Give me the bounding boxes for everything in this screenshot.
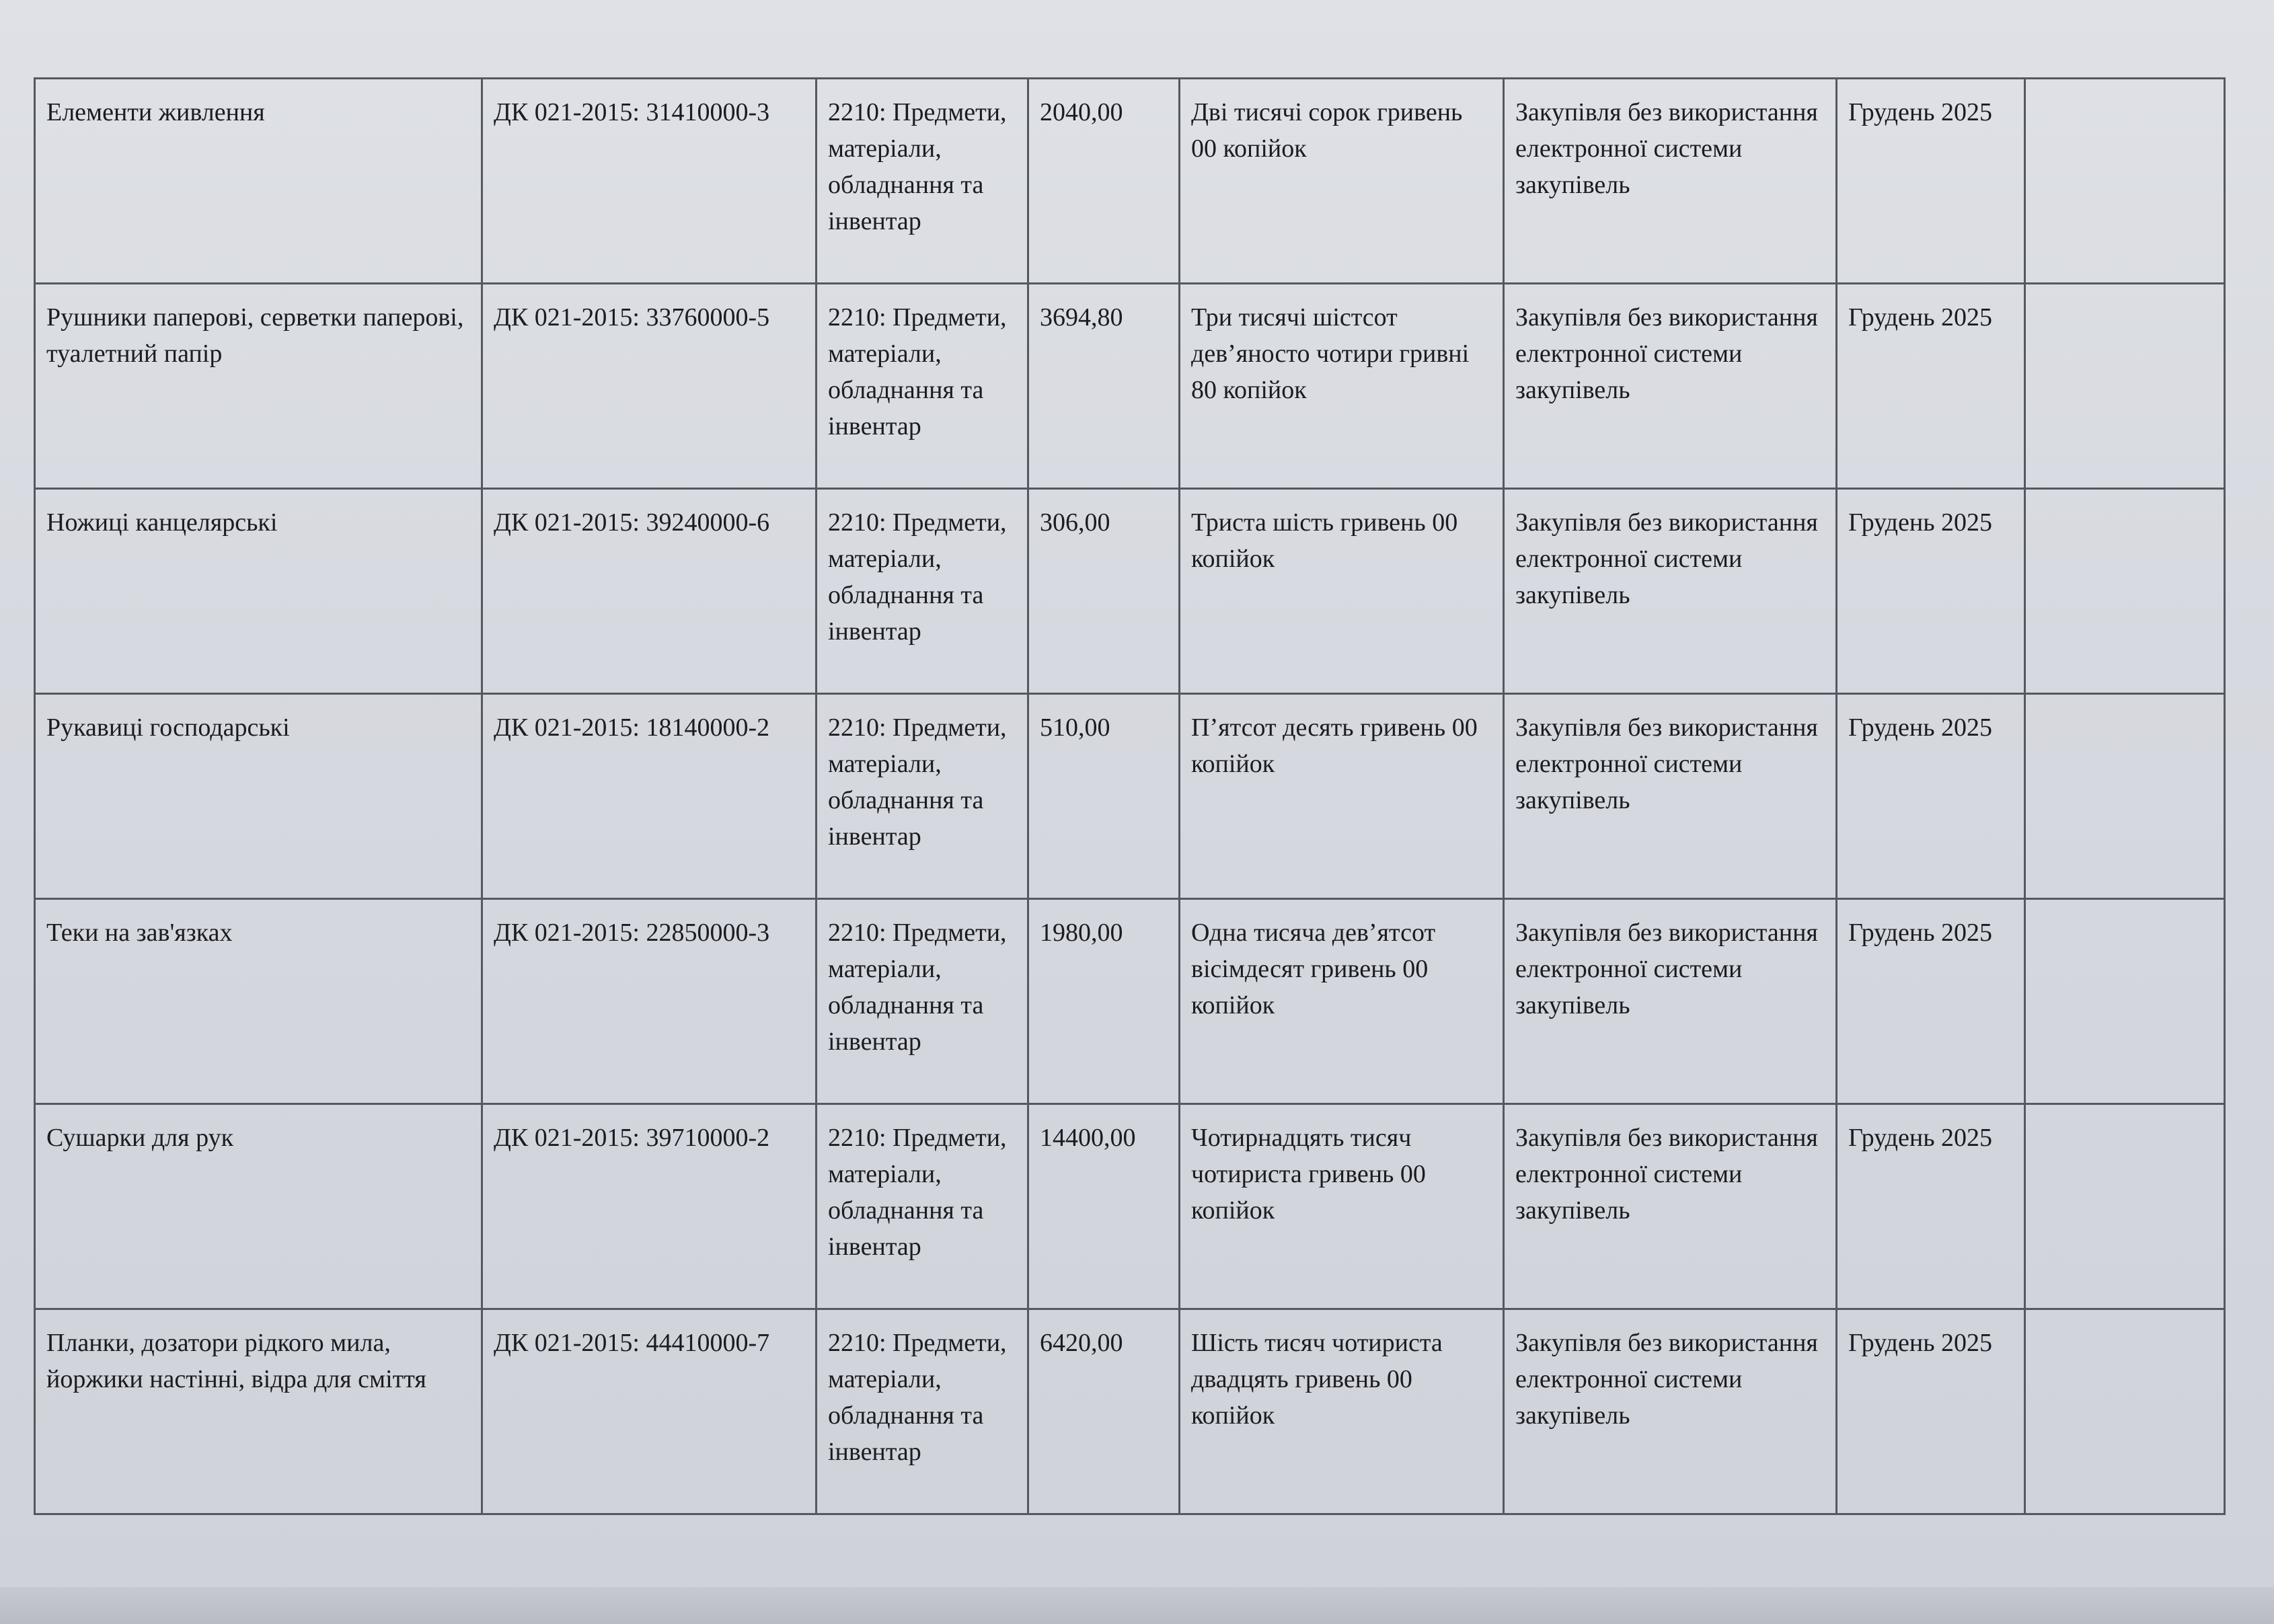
amount-in-words-cell: Триста шість гривень 00 копійок <box>1180 489 1504 694</box>
cpv-code-cell: ДК 021-2015: 18140000-2 <box>482 694 817 899</box>
cpv-code-cell: ДК 021-2015: 22850000-3 <box>482 899 817 1104</box>
procurement-term-cell: Грудень 2025 <box>1837 1309 2025 1514</box>
item-name-cell: Рушники паперові, серветки паперові, туалетний папір <box>35 284 482 489</box>
amount-cell: 1980,00 <box>1028 899 1180 1104</box>
note-cell <box>2025 899 2225 1104</box>
procurement-term-cell: Грудень 2025 <box>1837 489 2025 694</box>
item-name-cell: Елементи живлення <box>35 79 482 284</box>
table-row <box>35 694 2225 899</box>
item-name-cell: Планки, дозатори рідкого мила, йоржики настінні, відра для сміття <box>35 1309 482 1514</box>
budget-code-cell: 2210: Предмети, матеріали, обладнання та інвентар <box>817 284 1028 489</box>
procurement-term-cell: Грудень 2025 <box>1837 694 2025 899</box>
amount-in-words-cell: П’ятсот десять гривень 00 копійок <box>1180 694 1504 899</box>
procurement-method-cell: Закупівля без використання електронної системи закупівель <box>1504 79 1837 284</box>
background-surface <box>0 1587 2274 1624</box>
table-row <box>35 1309 2225 1514</box>
item-name-cell: Ножиці канцелярські <box>35 489 482 694</box>
amount-cell: 14400,00 <box>1028 1104 1180 1309</box>
note-cell <box>2025 489 2225 694</box>
item-name-cell: Рукавиці господарські <box>35 694 482 899</box>
cpv-code-cell: ДК 021-2015: 39710000-2 <box>482 1104 817 1309</box>
amount-cell: 2040,00 <box>1028 79 1180 284</box>
budget-code-cell: 2210: Предмети, матеріали, обладнання та інвентар <box>817 489 1028 694</box>
procurement-method-cell: Закупівля без використання електронної системи закупівель <box>1504 899 1837 1104</box>
note-cell <box>2025 694 2225 899</box>
procurement-method-cell: Закупівля без використання електронної системи закупівель <box>1504 1309 1837 1514</box>
procurement-method-cell: Закупівля без використання електронної системи закупівель <box>1504 694 1837 899</box>
amount-in-words-cell: Шість тисяч чотириста двадцять гривень 00 копійок <box>1180 1309 1504 1514</box>
cpv-code-cell: ДК 021-2015: 44410000-7 <box>482 1309 817 1514</box>
budget-code-cell: 2210: Предмети, матеріали, обладнання та інвентар <box>817 79 1028 284</box>
amount-cell: 3694,80 <box>1028 284 1180 489</box>
item-name-cell: Теки на зав'язках <box>35 899 482 1104</box>
table-row <box>35 1104 2225 1309</box>
note-cell <box>2025 1104 2225 1309</box>
procurement-term-cell: Грудень 2025 <box>1837 284 2025 489</box>
procurement-term-cell: Грудень 2025 <box>1837 79 2025 284</box>
budget-code-cell: 2210: Предмети, матеріали, обладнання та інвентар <box>817 899 1028 1104</box>
amount-cell: 306,00 <box>1028 489 1180 694</box>
procurement-plan-table <box>34 77 2226 1515</box>
cpv-code-cell: ДК 021-2015: 31410000-3 <box>482 79 817 284</box>
table-row <box>35 899 2225 1104</box>
budget-code-cell: 2210: Предмети, матеріали, обладнання та інвентар <box>817 1309 1028 1514</box>
procurement-method-cell: Закупівля без використання електронної системи закупівель <box>1504 489 1837 694</box>
cpv-code-cell: ДК 021-2015: 33760000-5 <box>482 284 817 489</box>
procurement-method-cell: Закупівля без використання електронної системи закупівель <box>1504 1104 1837 1309</box>
table-row <box>35 489 2225 694</box>
amount-in-words-cell: Чотирнадцять тисяч чотириста гривень 00 копійок <box>1180 1104 1504 1309</box>
amount-cell: 510,00 <box>1028 694 1180 899</box>
procurement-term-cell: Грудень 2025 <box>1837 899 2025 1104</box>
amount-in-words-cell: Одна тисяча дев’ятсот вісімдесят гривень 00 копійок <box>1180 899 1504 1104</box>
note-cell <box>2025 284 2225 489</box>
procurement-method-cell: Закупівля без використання електронної системи закупівель <box>1504 284 1837 489</box>
amount-cell: 6420,00 <box>1028 1309 1180 1514</box>
cpv-code-cell: ДК 021-2015: 39240000-6 <box>482 489 817 694</box>
item-name-cell: Сушарки для рук <box>35 1104 482 1309</box>
table-row <box>35 79 2225 284</box>
budget-code-cell: 2210: Предмети, матеріали, обладнання та інвентар <box>817 1104 1028 1309</box>
procurement-term-cell: Грудень 2025 <box>1837 1104 2025 1309</box>
note-cell <box>2025 79 2225 284</box>
note-cell <box>2025 1309 2225 1514</box>
table-row <box>35 284 2225 489</box>
budget-code-cell: 2210: Предмети, матеріали, обладнання та інвентар <box>817 694 1028 899</box>
amount-in-words-cell: Дві тисячі сорок гривень 00 копійок <box>1180 79 1504 284</box>
amount-in-words-cell: Три тисячі шістсот дев’яносто чотири гривні 80 копійок <box>1180 284 1504 489</box>
